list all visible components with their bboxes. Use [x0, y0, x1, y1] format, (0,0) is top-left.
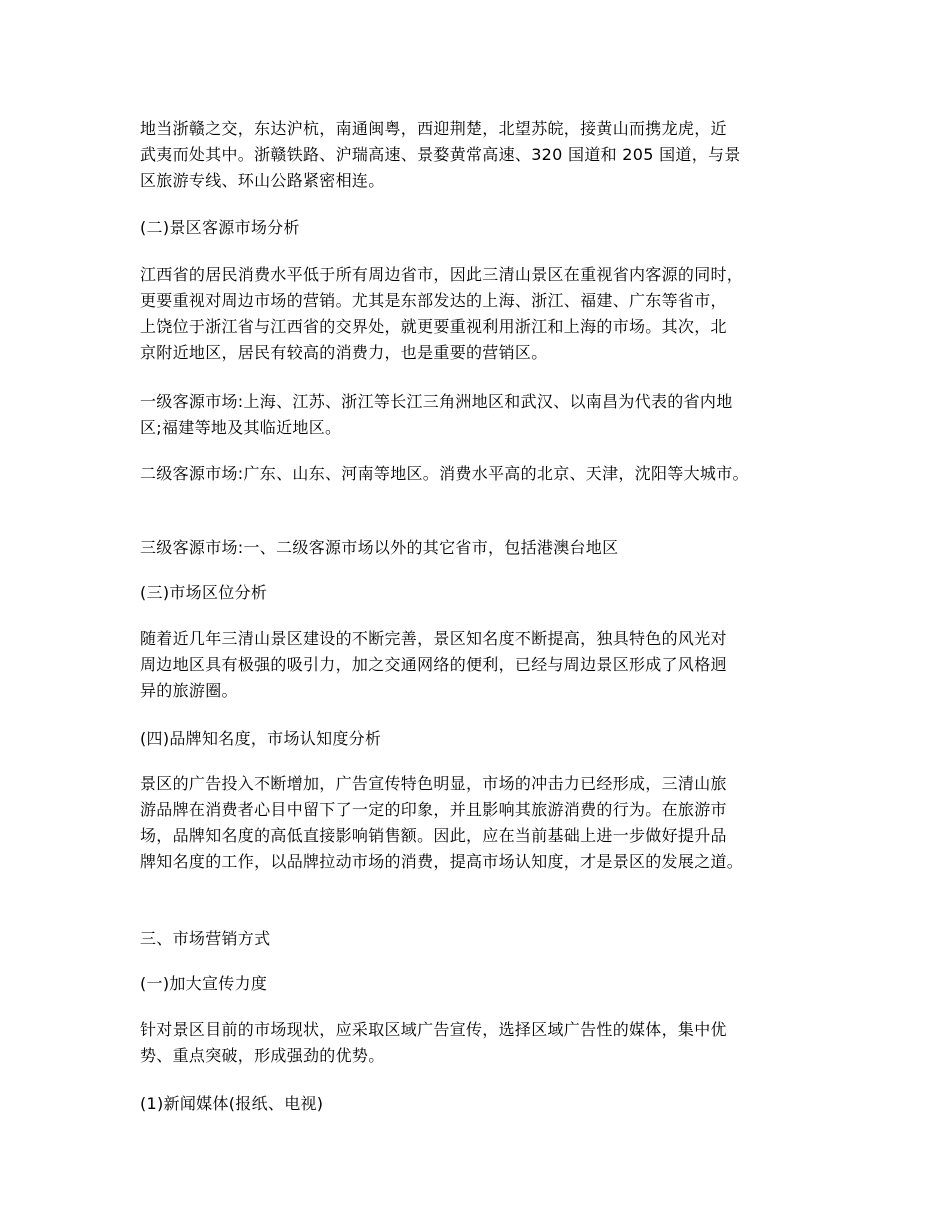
- heading-news-media: [140, 1091, 820, 1117]
- section-heading-marketing: [140, 926, 820, 952]
- text-line: 区旅游专线、环山公路紧密相连。: [140, 171, 385, 190]
- paragraph-market-analysis: [140, 262, 820, 366]
- paragraph-primary-market: [140, 389, 820, 441]
- heading-market-source: [140, 215, 820, 241]
- text-line: 上饶位于浙江省与江西省的交界处，就更要重视利用浙江和上海的市场。其次，北: [140, 317, 727, 336]
- text-line: 异的旅游圈。: [140, 681, 238, 700]
- text-line: 游品牌在消费者心目中留下了一定的印象，并且影响其旅游消费的行为。在旅游市: [140, 800, 727, 819]
- text-line: 针对景区目前的市场现状，应采取区域广告宣传，选择区域广告性的媒体，集中优: [140, 1020, 727, 1039]
- heading-text: (四)品牌知名度，市场认知度分析: [140, 729, 382, 748]
- paragraph-promotion: [140, 1017, 820, 1069]
- text-line: 更要重视对周边市场的营销。尤其是东部发达的上海、浙江、福建、广东等省市，: [140, 291, 727, 310]
- heading-text: 三、市场营销方式: [140, 929, 271, 948]
- text-line: 势、重点突破，形成强劲的优势。: [140, 1046, 385, 1065]
- paragraph-intro: [140, 116, 820, 194]
- text-line: 京附近地区，居民有较高的消费力，也是重要的营销区。: [140, 343, 548, 362]
- heading-text: (一)加大宣传力度: [140, 974, 268, 993]
- text-line: 江西省的居民消费水平低于所有周边省市，因此三清山景区在重视省内客源的同时，: [140, 265, 744, 284]
- paragraph-tertiary-market: [140, 535, 820, 561]
- paragraph-location-analysis: [140, 626, 820, 704]
- heading-location: [140, 580, 820, 606]
- paragraph-secondary-market: [140, 461, 820, 487]
- text-line: 武夷而处其中。浙赣铁路、沪瑞高速、景婺黄常高速、320 国道和 205 国道，与景: [140, 145, 741, 164]
- text-line: 周边地区具有极强的吸引力，加之交通网络的便利，已经与周边景区形成了风格迥: [140, 655, 727, 674]
- text-line: 二级客源市场:广东、山东、河南等地区。消费水平高的北京、天津，沈阳等大城市。: [140, 464, 749, 483]
- heading-promotion: [140, 971, 820, 997]
- text-line: 区;福建等地及其临近地区。: [140, 418, 342, 437]
- text-line: 三级客源市场:一、二级客源市场以外的其它省市，包括港澳台地区: [140, 538, 619, 557]
- heading-text: (二)景区客源市场分析: [140, 218, 300, 237]
- heading-text: (1)新闻媒体(报纸、电视): [140, 1094, 324, 1113]
- text-line: 随着近几年三清山景区建设的不断完善，景区知名度不断提高，独具特色的风光对: [140, 629, 727, 648]
- heading-text: (三)市场区位分析: [140, 583, 268, 602]
- text-line: 地当浙赣之交，东达沪杭，南通闽粤，西迎荆楚，北望苏皖，接黄山而携龙虎，近: [140, 119, 727, 138]
- paragraph-brand-analysis: [140, 771, 820, 875]
- text-line: 一级客源市场:上海、江苏、浙江等长江三角洲地区和武汉、以南昌为代表的省内地: [140, 392, 733, 411]
- text-line: 景区的广告投入不断增加，广告宣传特色明显，市场的冲击力已经形成，三清山旅: [140, 774, 727, 793]
- text-line: 场，品牌知名度的高低直接影响销售额。因此，应在当前基础上进一步做好提升品: [140, 826, 727, 845]
- heading-brand: [140, 726, 820, 752]
- text-line: 牌知名度的工作，以品牌拉动市场的消费，提高市场认知度，才是景区的发展之道。: [140, 852, 744, 871]
